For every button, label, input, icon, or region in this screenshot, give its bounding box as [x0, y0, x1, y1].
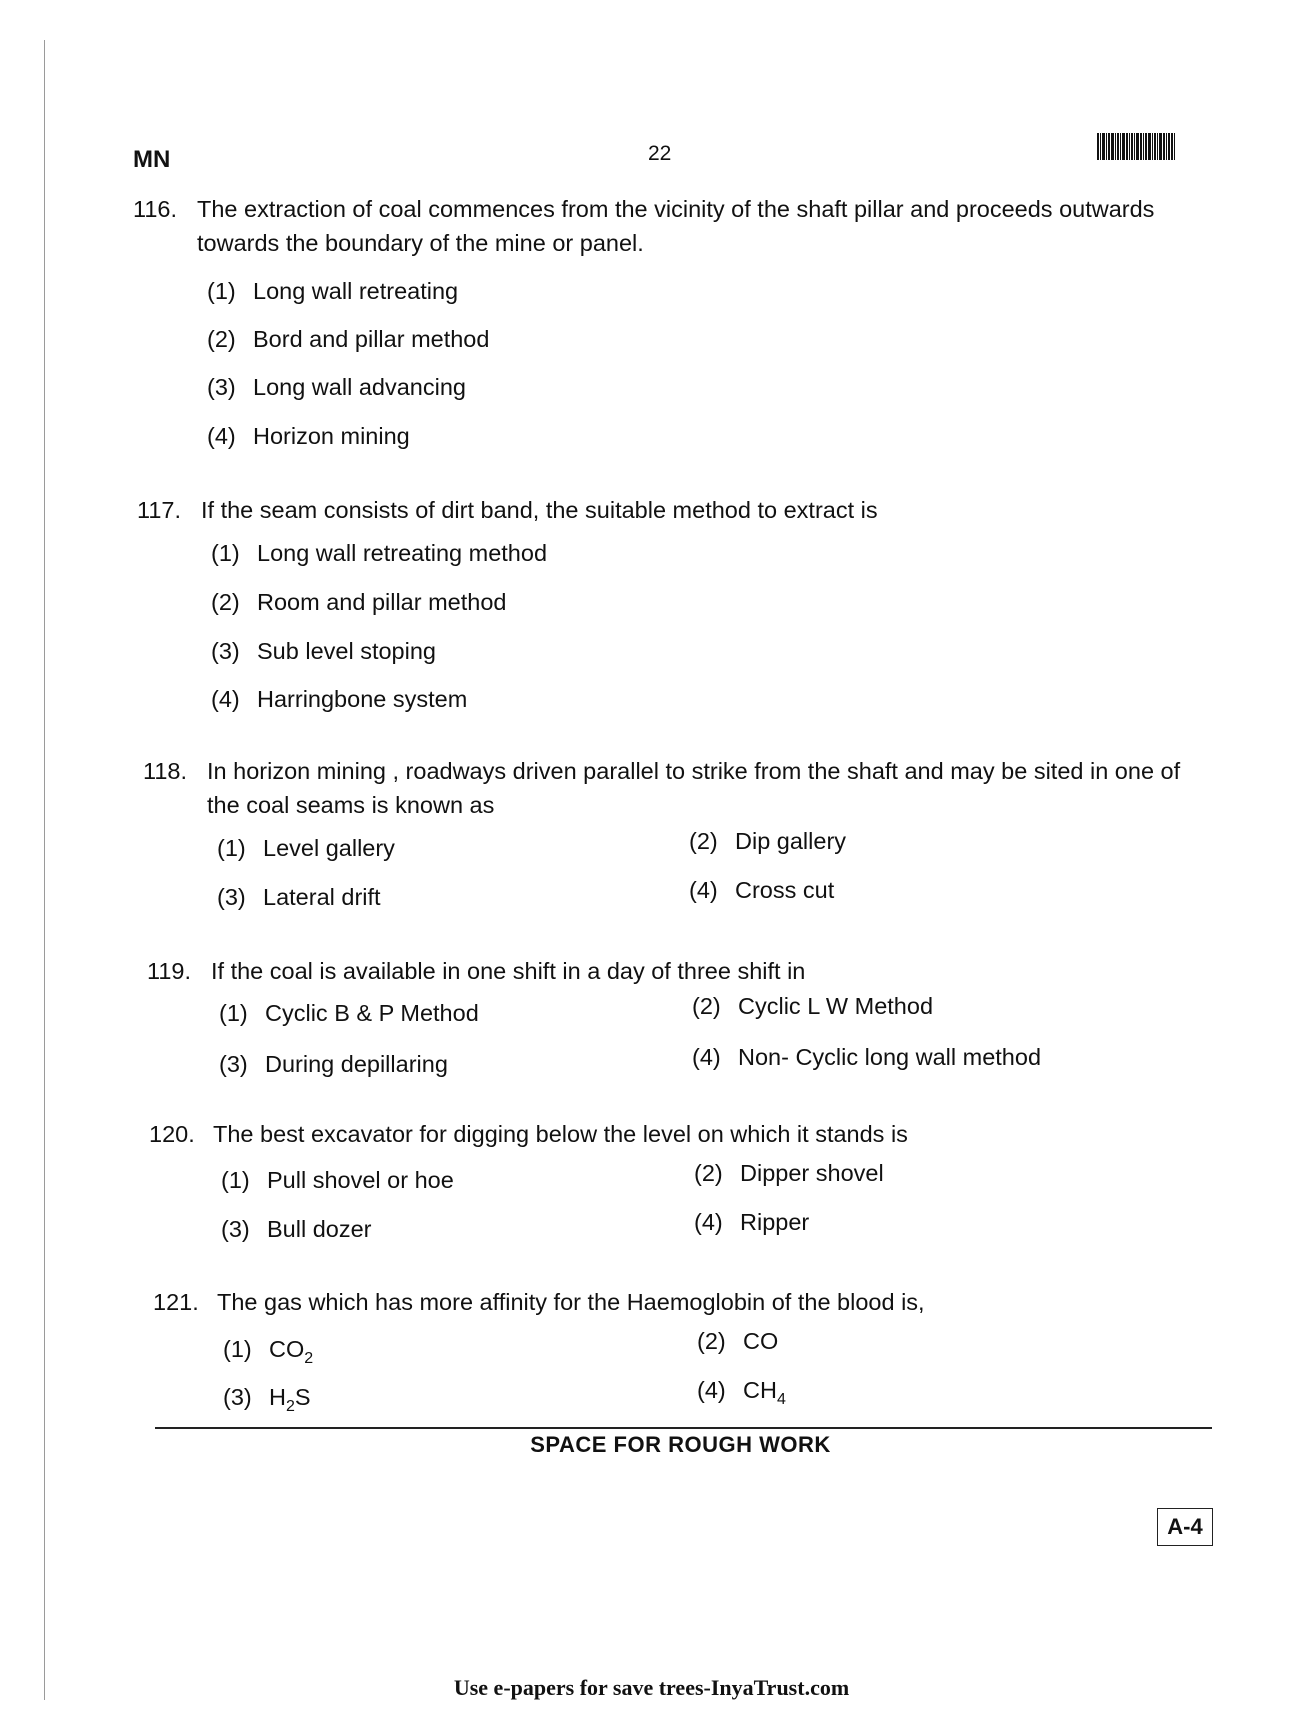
option-119-4 [692, 1044, 1041, 1071]
option-118-2 [689, 828, 846, 855]
question-text: The gas which has more affinity for the Haemoglobin of the blood is, [217, 1289, 925, 1315]
question-text: The extraction of coal commences from the vicinity of the shaft pillar and proceeds outwards towards the boundary of the mine or panel. [197, 196, 1155, 256]
option-120-3 [221, 1216, 372, 1243]
divider-rule [155, 1427, 1212, 1429]
paper-code: MN [133, 146, 171, 173]
option-text: Cyclic L W Method [738, 993, 934, 1019]
question-number: 120. [149, 1121, 195, 1147]
option-text: CO [743, 1328, 779, 1354]
option-text: Long wall retreating [253, 278, 459, 304]
question-number: 119. [147, 958, 191, 984]
option-number: (1) [219, 1000, 248, 1026]
option-121-1 [223, 1336, 313, 1368]
option-117-2 [211, 589, 507, 616]
option-text: Sub level stoping [257, 638, 436, 664]
option-116-3 [207, 374, 466, 401]
option-number: (3) [223, 1384, 252, 1410]
option-number: (1) [207, 278, 236, 304]
option-116-2 [207, 326, 489, 353]
question-text: If the seam consists of dirt band, the suitable method to extract is [201, 497, 878, 523]
option-number: (2) [211, 589, 240, 615]
footer-text: Use e-papers for save trees-InyaTrust.com [453, 1675, 850, 1700]
option-116-1 [207, 278, 458, 305]
option-117-4 [211, 686, 467, 713]
option-text: Pull shovel or hoe [267, 1167, 454, 1193]
option-text: Level gallery [263, 835, 395, 861]
option-number: (1) [221, 1167, 250, 1193]
question-number: 117. [137, 497, 181, 523]
option-text: Cross cut [735, 877, 835, 903]
question-number: 118. [143, 758, 187, 784]
option-117-1 [211, 540, 547, 567]
option-text: Horizon mining [253, 423, 410, 449]
formula-ch4: $CH_4$ [743, 1377, 786, 1408]
option-119-1 [219, 1000, 479, 1027]
option-text: Non- Cyclic long wall method [738, 1044, 1042, 1070]
option-121-3 [223, 1384, 311, 1416]
option-number: (1) [211, 540, 240, 566]
option-number: (3) [221, 1216, 250, 1242]
option-text: Lateral drift [263, 884, 381, 910]
option-text: Cyclic B & P Method [265, 1000, 479, 1026]
option-number: (2) [207, 326, 236, 352]
option-number: (1) [223, 1336, 252, 1362]
booklet-series-box: A-4 [1157, 1508, 1213, 1546]
option-number: (3) [217, 884, 246, 910]
option-120-4 [694, 1209, 809, 1236]
page-number: 22 [648, 142, 672, 165]
option-number: (4) [692, 1044, 721, 1070]
option-number: (3) [207, 374, 236, 400]
question-text: In horizon mining , roadways driven parallel to strike from the shaft and may be sited in one of the coal seams is known as [207, 758, 1181, 818]
option-number: (4) [694, 1209, 723, 1235]
option-text: Dipper shovel [740, 1160, 884, 1186]
option-number: (2) [697, 1328, 726, 1354]
option-text: Dip gallery [735, 828, 847, 854]
question-text: The best excavator for digging below the level on which it stands is [213, 1121, 908, 1147]
option-number: (2) [694, 1160, 723, 1186]
option-number: (4) [211, 686, 240, 712]
option-number: (1) [217, 835, 246, 861]
question-number: 121. [153, 1289, 199, 1315]
option-number: (4) [207, 423, 236, 449]
question-text: If the coal is available in one shift in a day of three shift in [211, 958, 806, 984]
formula-h2s: $H_2S$ [269, 1384, 311, 1415]
option-121-2 [697, 1328, 778, 1355]
option-118-3 [217, 884, 381, 911]
question-number: 116. [133, 196, 177, 222]
option-text: Room and pillar method [257, 589, 507, 615]
option-number: (3) [211, 638, 240, 664]
option-text: During depillaring [265, 1051, 448, 1077]
option-text: Bull dozer [267, 1216, 372, 1242]
option-117-3 [211, 638, 436, 665]
option-number: (2) [689, 828, 718, 854]
option-text: Ripper [740, 1209, 810, 1235]
option-118-1 [217, 835, 395, 862]
option-number: (4) [689, 877, 718, 903]
option-text: Bord and pillar method [253, 326, 490, 352]
option-number: (2) [692, 993, 721, 1019]
barcode-icon [1097, 133, 1189, 160]
option-text: Long wall advancing [253, 374, 466, 400]
option-text: Long wall retreating method [257, 540, 548, 566]
option-121-4 [697, 1377, 786, 1409]
option-120-2 [694, 1160, 884, 1187]
rough-work-label: SPACE FOR ROUGH WORK [530, 1432, 831, 1457]
option-number: (4) [697, 1377, 726, 1403]
option-116-4 [207, 423, 410, 450]
option-119-3 [219, 1051, 448, 1078]
option-118-4 [689, 877, 834, 904]
option-number: (3) [219, 1051, 248, 1077]
option-119-2 [692, 993, 933, 1020]
option-text: Harringbone system [257, 686, 468, 712]
option-120-1 [221, 1167, 454, 1194]
formula-co2: $CO_2$ [269, 1336, 314, 1367]
